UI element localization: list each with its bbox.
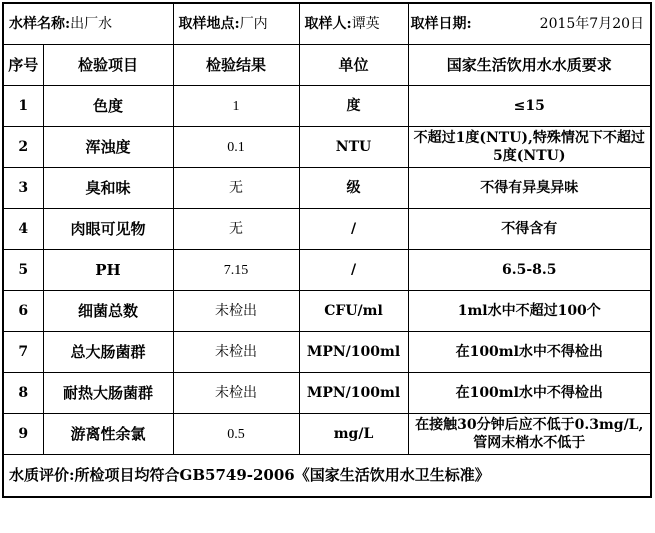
table-row <box>3 332 651 373</box>
row-unit: NTU <box>299 127 408 168</box>
table-row <box>3 250 651 291</box>
row-result: 0.1 <box>173 127 299 168</box>
sample-location-label: 取样地点: <box>178 15 240 32</box>
row-item: 细菌总数 <box>43 291 173 332</box>
sampler-cell <box>299 3 408 45</box>
table-row <box>3 168 651 209</box>
sample-date-cell <box>408 3 651 45</box>
row-number: 5 <box>3 250 43 291</box>
row-item: 色度 <box>43 86 173 127</box>
row-unit: 度 <box>299 86 408 127</box>
row-requirement: 不得有异臭异味 <box>408 168 651 209</box>
row-unit: MPN/100ml <box>299 373 408 414</box>
sample-date-label: 取样日期: <box>410 15 472 32</box>
row-unit: CFU/ml <box>299 291 408 332</box>
row-unit: mg/L <box>299 414 408 455</box>
row-unit: 级 <box>299 168 408 209</box>
sample-location-cell <box>173 3 299 45</box>
column-header-item: 检验项目 <box>43 45 173 86</box>
sample-date-value: 2015年7月20日 <box>539 15 645 32</box>
column-header-unit: 单位 <box>299 45 408 86</box>
column-header-result: 检验结果 <box>173 45 299 86</box>
row-number: 1 <box>3 86 43 127</box>
row-requirement: 6.5-8.5 <box>408 250 651 291</box>
row-number: 6 <box>3 291 43 332</box>
sampler-label: 取样人: <box>304 15 352 32</box>
row-requirement: 在接触30分钟后应不低于0.3mg/L,管网末梢水不低于 <box>408 414 651 455</box>
column-header-row <box>3 45 651 86</box>
water-quality-table <box>2 2 652 498</box>
row-requirement: 1ml水中不超过100个 <box>408 291 651 332</box>
row-requirement: 在100ml水中不得检出 <box>408 373 651 414</box>
sample-name-cell <box>3 3 173 45</box>
row-number: 7 <box>3 332 43 373</box>
sample-name-value: 出厂水 <box>70 15 113 32</box>
row-result: 1 <box>173 86 299 127</box>
table-row <box>3 209 651 250</box>
row-item: 耐热大肠菌群 <box>43 373 173 414</box>
row-item: PH <box>43 250 173 291</box>
row-unit: / <box>299 209 408 250</box>
row-unit: MPN/100ml <box>299 332 408 373</box>
table-row <box>3 373 651 414</box>
row-number: 2 <box>3 127 43 168</box>
sample-name-label: 水样名称: <box>9 15 71 32</box>
column-header-requirement: 国家生活饮用水水质要求 <box>408 45 651 86</box>
row-item: 浑浊度 <box>43 127 173 168</box>
table-row <box>3 291 651 332</box>
table-row <box>3 414 651 455</box>
row-number: 4 <box>3 209 43 250</box>
row-item: 臭和味 <box>43 168 173 209</box>
sample-info-row <box>3 3 651 45</box>
row-result: 7.15 <box>173 250 299 291</box>
row-requirement: ≤15 <box>408 86 651 127</box>
row-requirement: 在100ml水中不得检出 <box>408 332 651 373</box>
sample-location-value: 厂内 <box>239 15 268 32</box>
row-result: 未检出 <box>173 291 299 332</box>
water-quality-evaluation: 水质评价:所检项目均符合GB5749-2006《国家生活饮用水卫生标准》 <box>3 455 651 498</box>
row-requirement: 不超过1度(NTU),特殊情况下不超过5度(NTU) <box>408 127 651 168</box>
row-result: 无 <box>173 168 299 209</box>
row-result: 未检出 <box>173 332 299 373</box>
column-header-no: 序号 <box>3 45 43 86</box>
row-result: 未检出 <box>173 373 299 414</box>
row-item: 肉眼可见物 <box>43 209 173 250</box>
row-item: 游离性余氯 <box>43 414 173 455</box>
table-row <box>3 86 651 127</box>
row-item: 总大肠菌群 <box>43 332 173 373</box>
row-number: 3 <box>3 168 43 209</box>
table-row <box>3 127 651 168</box>
evaluation-row <box>3 455 651 498</box>
row-result: 无 <box>173 209 299 250</box>
sampler-value: 谭英 <box>351 15 380 32</box>
row-number: 9 <box>3 414 43 455</box>
row-unit: / <box>299 250 408 291</box>
row-number: 8 <box>3 373 43 414</box>
row-requirement: 不得含有 <box>408 209 651 250</box>
row-result: 0.5 <box>173 414 299 455</box>
